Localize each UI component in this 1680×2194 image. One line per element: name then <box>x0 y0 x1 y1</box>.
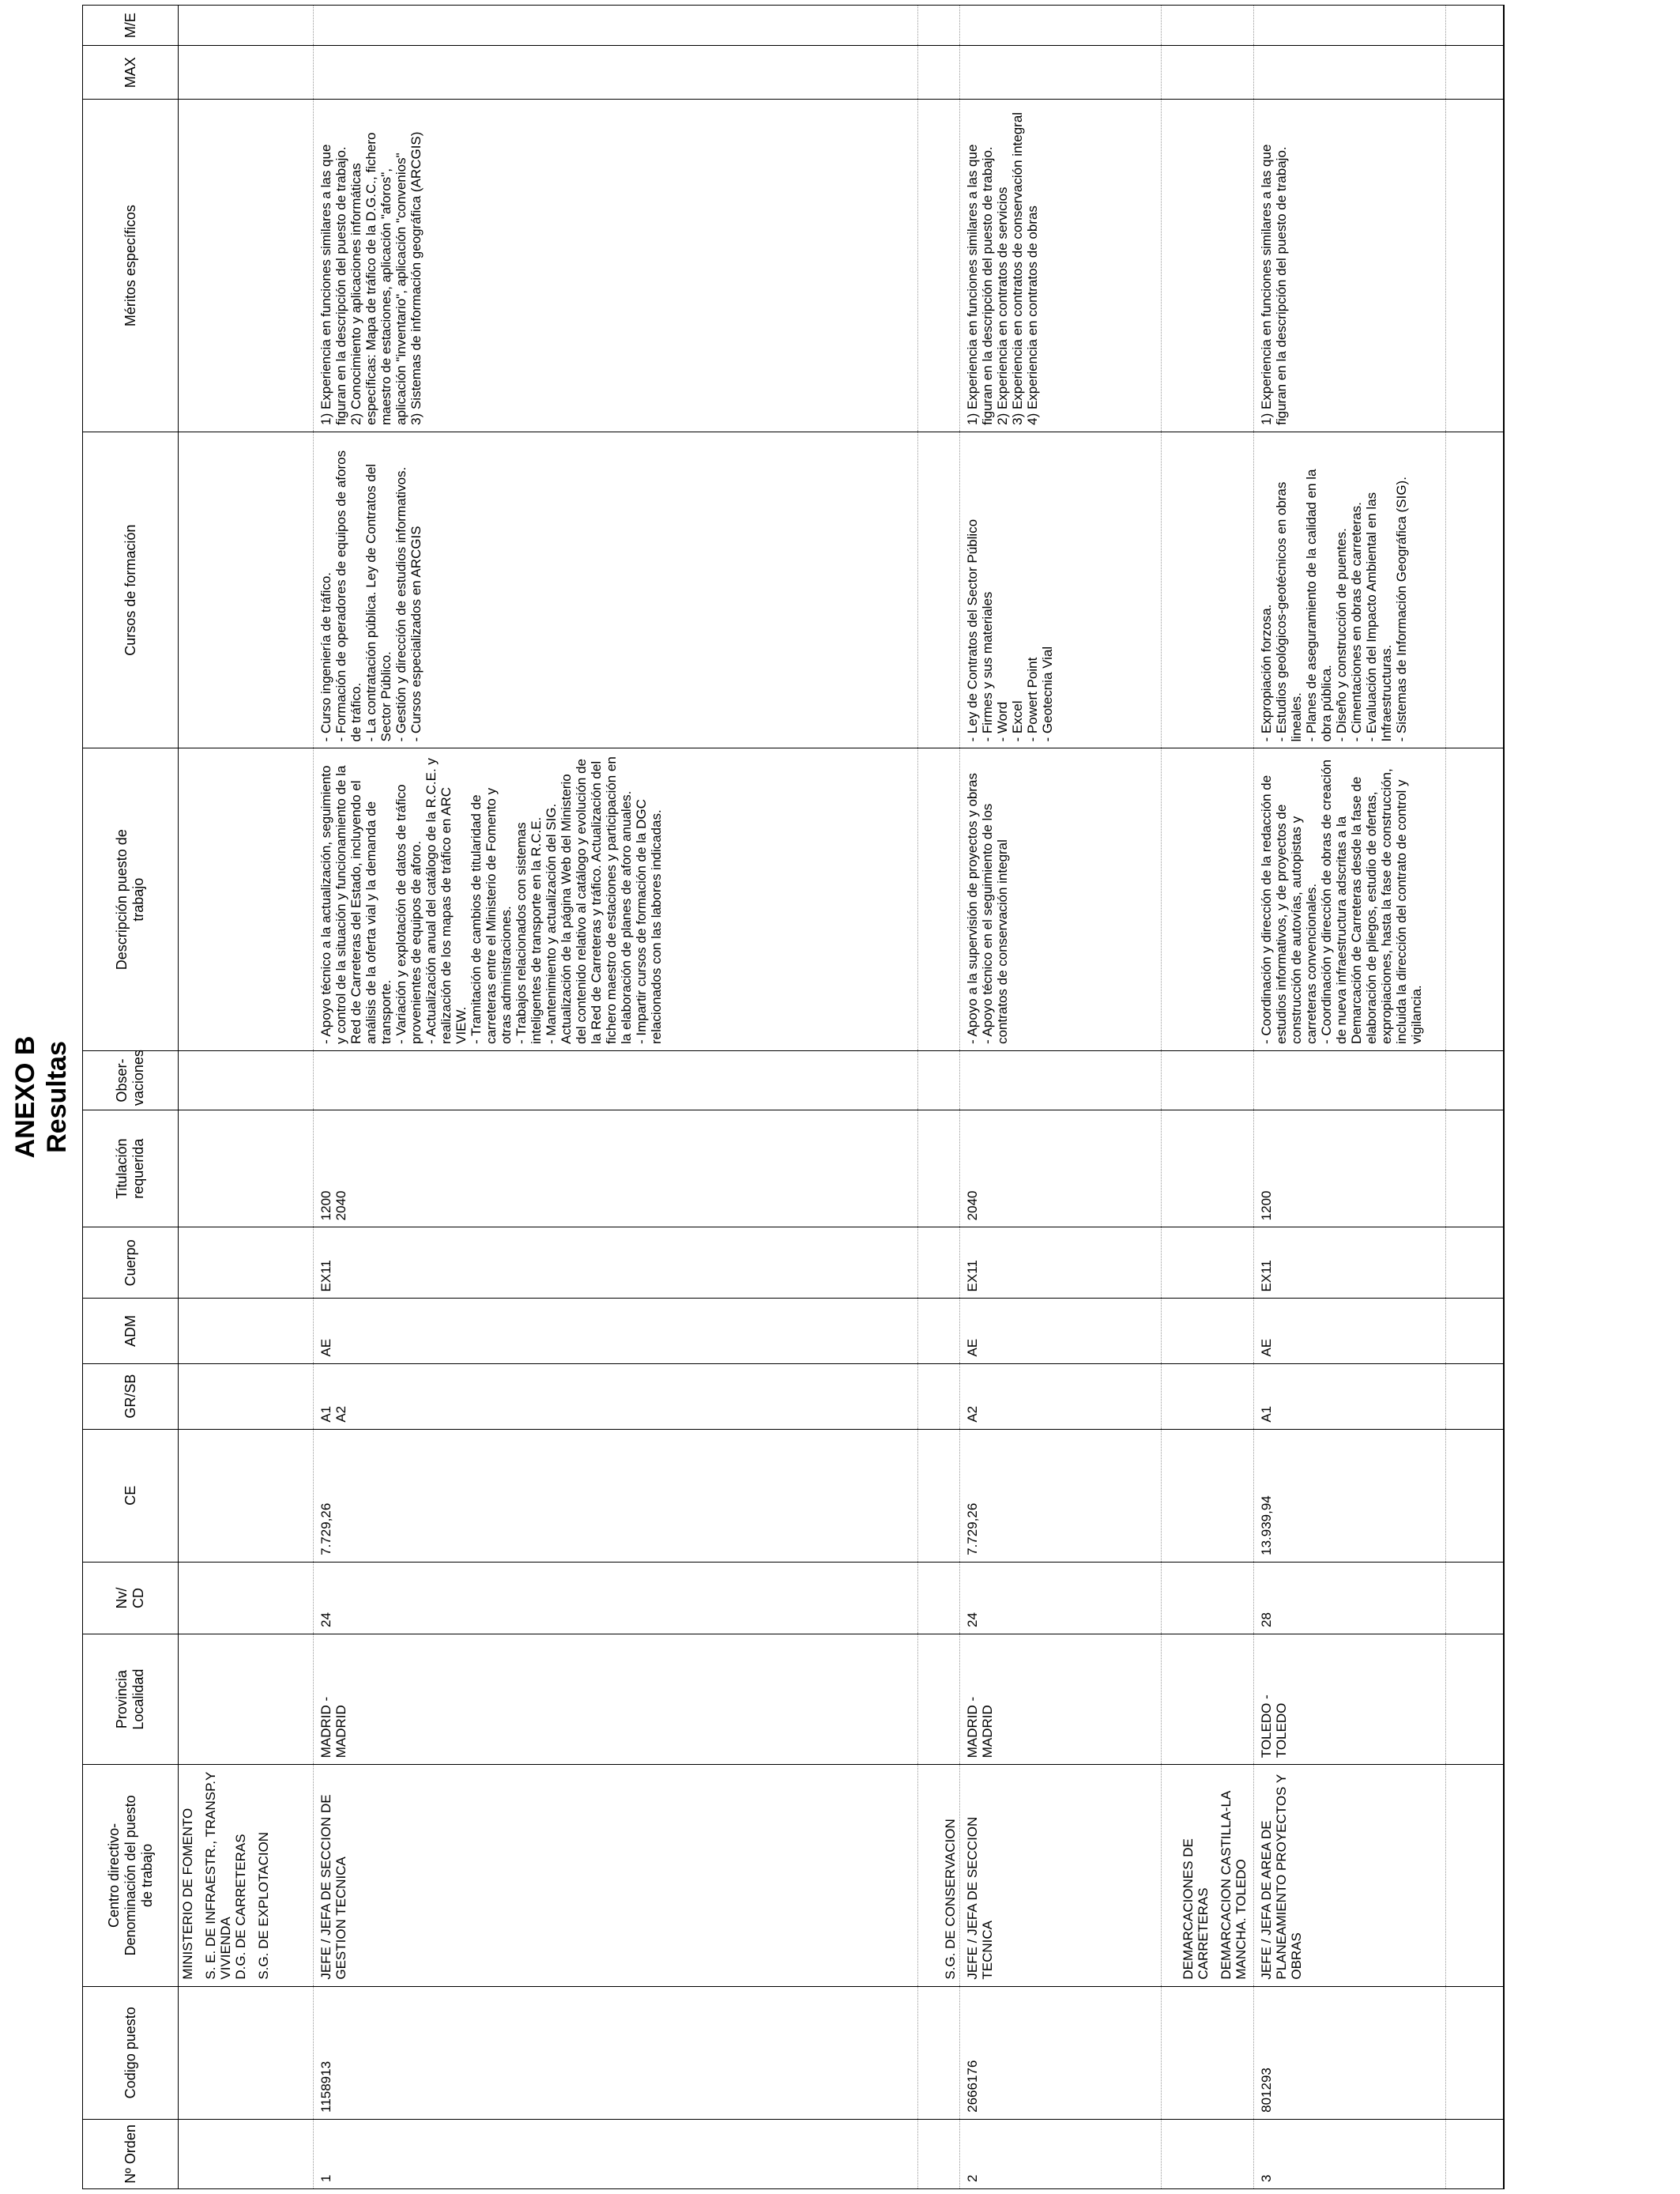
observaciones-cell <box>314 1051 918 1110</box>
adm-cell: AE <box>960 1299 1162 1363</box>
me-cell <box>1254 6 1446 46</box>
cursos-cell: - Curso ingeniería de tráfico. - Formación de operadores de equipos de aforos de tráfico. - La contratación pública. Ley de Contratos del Sector Público. - Gestión y dirección de estudios informativos. - Cursos especializados en ARCGIS <box>314 432 918 748</box>
adm-cell: AE <box>1254 1299 1446 1363</box>
header-max: MAX <box>83 46 179 100</box>
meritos-cell: 1) Experiencia en funciones similares a las que figuran en la descripción del puesto de trabajo. 2) Conocimiento y aplicaciones informáticas específicas: Mapa de tráfico de la D.G.C., fichero maestro de estaciones, aplicación "aforos", aplicación "inventario", aplicación "convenios" 3) Sistemas de información geográfica (ARCGIS) <box>314 100 918 432</box>
table-row <box>1254 6 1446 2189</box>
secretaria-label: S. E. DE INFRAESTR., TRANSP.Y VIVIENDA <box>203 1772 233 1980</box>
ce-cell: 7.729,26 <box>960 1429 1162 1562</box>
adm-cell: AE <box>314 1299 918 1363</box>
subdireccion-label: S.G. DE EXPLOTACION <box>256 1831 271 1980</box>
header-centro: Centro directivo- Denominación del puesto de trabajo <box>83 1765 179 1986</box>
grsb-cell: A1 A2 <box>314 1363 918 1429</box>
provincia-cell: TOLEDO - TOLEDO <box>1254 1634 1446 1765</box>
page-subtitle: Resultas <box>42 1041 72 1153</box>
grsb-cell: A1 <box>1254 1363 1446 1429</box>
provincia-cell: MADRID - MADRID <box>314 1634 918 1765</box>
direccion-label: D.G. DE CARRETERAS <box>233 1834 248 1980</box>
orden-cell: 2 <box>960 2119 1162 2188</box>
cell-empty <box>179 1986 314 2119</box>
header-ce: CE <box>83 1429 179 1562</box>
centro-cell: JEFE / JEFA DE SECCION TECNICA <box>960 1765 1162 1986</box>
table-row <box>960 6 1162 2189</box>
directive-row <box>179 6 314 2189</box>
unit-label: DEMARCACIONES DE CARRETERAS <box>1181 1838 1211 1980</box>
cursos-cell: - Expropiación forzosa. - Estudios geológicos-geotécnicos en obras lineales. - Planes de aseguramiento de la calidad en la obra pública. - Diseño y construcción de puentes. - Cimentaciones en obras de carreteras. - Evaluación del Impacto Ambiental en las Infraestructuras. - Sistemas de Información Geográfica (SIG). <box>1254 432 1446 748</box>
nivel-cell: 24 <box>960 1562 1162 1634</box>
centro-cell: JEFE / JEFA DE SECCION DE GESTION TECNICA <box>314 1765 918 1986</box>
descripcion-cell: - Coordinación y dirección de la redacción de estudios informativos, y de proyectos de construcción de autovías, autopistas y carreteras convencionales. - Coordinación y dirección de obras de creación de nueva infraestructura adscritas a la Demarcación de Carreteras desde la fase de elaboración de pliegos, estudio de ofertas, expropiaciones, hasta la fase de construcción, incluida la dirección del contrato de control y vigilancia. <box>1254 748 1446 1051</box>
header-observaciones: Obser- vaciones <box>83 1051 179 1110</box>
meritos-cell: 1) Experiencia en funciones similares a las que figuran en la descripción del puesto de trabajo. <box>1254 100 1446 432</box>
codigo-cell: 1158913 <box>314 1986 918 2119</box>
unit-row <box>1162 6 1254 2189</box>
header-meritos: Méritos específicos <box>83 100 179 432</box>
header-me: M/E <box>83 6 179 46</box>
titulacion-cell: 2040 <box>960 1110 1162 1227</box>
max-cell <box>314 46 918 100</box>
header-orden: Nº Orden <box>83 2119 179 2188</box>
cuerpo-cell: EX11 <box>960 1227 1162 1299</box>
header-provincia: Provincia Localidad <box>83 1634 179 1765</box>
observaciones-cell <box>1254 1051 1446 1110</box>
unit-cell <box>1162 1765 1254 1986</box>
header-nivel: Nv/ CD <box>83 1562 179 1634</box>
orden-cell: 1 <box>314 2119 918 2188</box>
header-adm: ADM <box>83 1299 179 1363</box>
header-row <box>83 6 179 2189</box>
descripcion-cell: - Apoyo a la supervisión de proyectos y obras - Apoyo técnico en el seguimiento de los contratos de conservación integral <box>960 748 1162 1051</box>
cell-empty <box>179 2119 314 2188</box>
unit-row <box>918 6 960 2189</box>
ce-cell: 7.729,26 <box>314 1429 918 1562</box>
observaciones-cell <box>960 1051 1162 1110</box>
max-cell <box>1254 46 1446 100</box>
cuerpo-cell: EX11 <box>314 1227 918 1299</box>
nivel-cell: 28 <box>1254 1562 1446 1634</box>
unit-cell: S.G. DE CONSERVACION <box>918 1765 960 1986</box>
header-grsb: GR/SB <box>83 1363 179 1429</box>
ce-cell: 13.939,94 <box>1254 1429 1446 1562</box>
max-cell <box>960 46 1162 100</box>
provincia-cell: MADRID - MADRID <box>960 1634 1162 1765</box>
header-cursos: Cursos de formación <box>83 432 179 748</box>
ministerio-label: MINISTERIO DE FOMENTO <box>180 1808 195 1980</box>
me-cell <box>314 6 918 46</box>
spacer-row <box>1446 6 1505 2189</box>
directive-cell <box>179 1765 314 1986</box>
rotated-table-wrapper <box>82 5 1678 2189</box>
header-codigo: Codigo puesto <box>83 1986 179 2119</box>
meritos-cell: 1) Experiencia en funciones similares a las que figuran en la descripción del puesto de trabajo. 2) Experiencia en contratos de servicios 3) Experiencia en contratos de conservación integral 4) Experiencia en contratos de obras <box>960 100 1162 432</box>
page-title: ANEXO B <box>10 1035 40 1159</box>
nivel-cell: 24 <box>314 1562 918 1634</box>
codigo-cell: 801293 <box>1254 1986 1446 2119</box>
centro-cell: JEFE / JEFA DE AREA DE PLANEAMIENTO PROYECTOS Y OBRAS <box>1254 1765 1446 1986</box>
results-table <box>82 5 1505 2189</box>
descripcion-cell: - Apoyo técnico a la actualización, seguimiento y control de la situación y funcionamiento de la Red de Carreteras del Estado, incluyendo el análisis de la oferta vial y la demanda de transporte. - Variación y explotación de datos de tráfico provenientes de equipos de aforo. - Actualización anual del catálogo de la R.C.E. y realización de los mapas de tráfico en ARC VIEW. - Tramitación de cambios de titularidad de carreteras entre el Ministerio de Fomento y otras administraciones. - Trabajos relacionados con sistemas inteligentes de transporte en la R.C.E. - Mantenimiento y actualización del SIG. Actualización de la página Web del Ministerio del contenido relativo al catálogo y evolución de la Red de Carreteras y tráfico. Actualización del fichero maestro de estaciones y participación en la elaboración de planes de aforo anuales. - Impartir cursos de formación de la DGC relacionados con las labores indicadas. <box>314 748 918 1051</box>
header-titulacion: Titulación requerida <box>83 1110 179 1227</box>
titulacion-cell: 1200 <box>1254 1110 1446 1227</box>
grsb-cell: A2 <box>960 1363 1162 1429</box>
cuerpo-cell: EX11 <box>1254 1227 1446 1299</box>
orden-cell: 3 <box>1254 2119 1446 2188</box>
me-cell <box>960 6 1162 46</box>
header-cuerpo: Cuerpo <box>83 1227 179 1299</box>
unit-label-2: DEMARCACION CASTILLA-LA MANCHA. TOLEDO <box>1219 1791 1249 1980</box>
titulacion-cell: 1200 2040 <box>314 1110 918 1227</box>
header-descripcion: Descripción puesto de trabajo <box>83 748 179 1051</box>
codigo-cell: 2666176 <box>960 1986 1162 2119</box>
cursos-cell: - Ley de Contratos del Sector Público - Firmes y sus materiales - Word - Excel - Powert Point - Geotecnia Vial <box>960 432 1162 748</box>
table-row <box>314 6 918 2189</box>
